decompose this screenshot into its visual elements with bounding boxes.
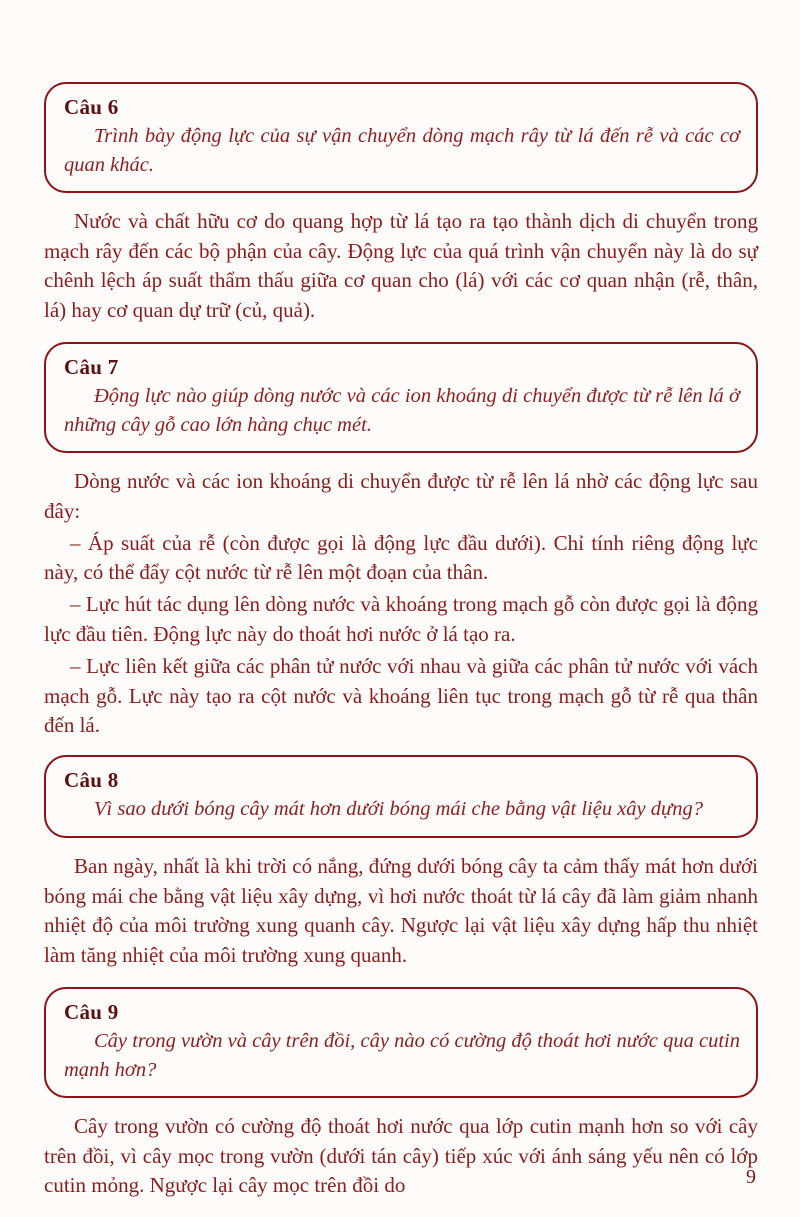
answer-paragraph-7-item-2: – Lực hút tác dụng lên dòng nước và khoáng trong mạch gỗ còn được gọi là động lực đầu tiên. Động lực này do thoát hơi nước ở lá tạo ra. [44,592,758,646]
page-number: 9 [746,1166,756,1188]
answer-paragraph-7-intro: Dòng nước và các ion khoáng di chuyển được từ rễ lên lá nhờ các động lực sau đây: [44,468,758,523]
question-section-8 [44,755,758,971]
question-section-6 [44,82,758,326]
question-section-7 [44,342,758,741]
question-box-6 [44,82,758,193]
question-box-8 [44,755,758,838]
answer-paragraph-7-item-1: – Áp suất của rễ (còn được gọi là động lực đầu dưới). Chỉ tính riêng động lực này, có thể đẩy cột nước từ rễ lên một đoạn của thân. [44,530,758,585]
answer-paragraph-6-1: Nước và chất hữu cơ do quang hợp từ lá tạo ra tạo thành dịch di chuyển trong mạch rây đến các bộ phận của cây. Động lực của quá trình vận chuyển này là do sự chênh lệch áp suất thẩm thấu giữa cơ quan cho (lá) với các cơ quan nhận (rễ, thân, lá) hay cơ quan dự trữ (củ, quả). [44,208,758,323]
question-label-7: Câu 7 [64,355,119,380]
question-label-8: Câu 8 [64,768,119,793]
question-box-7 [44,342,758,453]
answer-paragraph-7-item-3: – Lực liên kết giữa các phân tử nước với nhau và giữa các phân tử nước với vách mạch gỗ. Lực này tạo ra cột nước và khoáng liên tục trong mạch gỗ từ rễ qua thân đến lá. [44,653,758,738]
question-label-6: Câu 6 [64,95,119,119]
question-text-8: Vì sao dưới bóng cây mát hơn dưới bóng mái che bằng vật liệu xây dựng? [94,798,703,821]
question-label-9: Câu 9 [64,999,119,1024]
question-text-6: Trình bày động lực của sự vận chuyển dòng mạch rây từ lá đến rễ và các cơ quan khác. [64,125,740,176]
answer-paragraph-8-1: Ban ngày, nhất là khi trời có nắng, đứng dưới bóng cây ta cảm thấy mát hơn dưới bóng mái che bằng vật liệu xây dựng, vì hơi nước thoát từ lá cây đã làm giảm nhanh nhiệt độ của môi trường xung quanh cây. Ngược lại vật liệu xây dựng hấp thu nhiệt làm tăng nhiệt của môi trường xung quanh. [44,853,758,968]
question-text-7: Động lực nào giúp dòng nước và các ion khoáng di chuyển được từ rễ lên lá ở những cây gỗ cao lớn hàng chục mét. [64,385,740,436]
question-section-9 [44,987,758,1201]
answer-paragraph-9-1: Cây trong vườn có cường độ thoát hơi nước qua lớp cutin mạnh hơn so với cây trên đồi, vì cây mọc trong vườn (dưới tán cây) tiếp xúc với ánh sáng yếu nên có lớp cutin mỏng. Ngược lại cây mọc trên đồi do [44,1113,758,1198]
page-content [44,82,758,1217]
question-box-9 [44,987,758,1098]
question-text-9: Cây trong vườn và cây trên đồi, cây nào có cường độ thoát hơi nước qua cutin mạnh hơn? [64,1030,740,1081]
